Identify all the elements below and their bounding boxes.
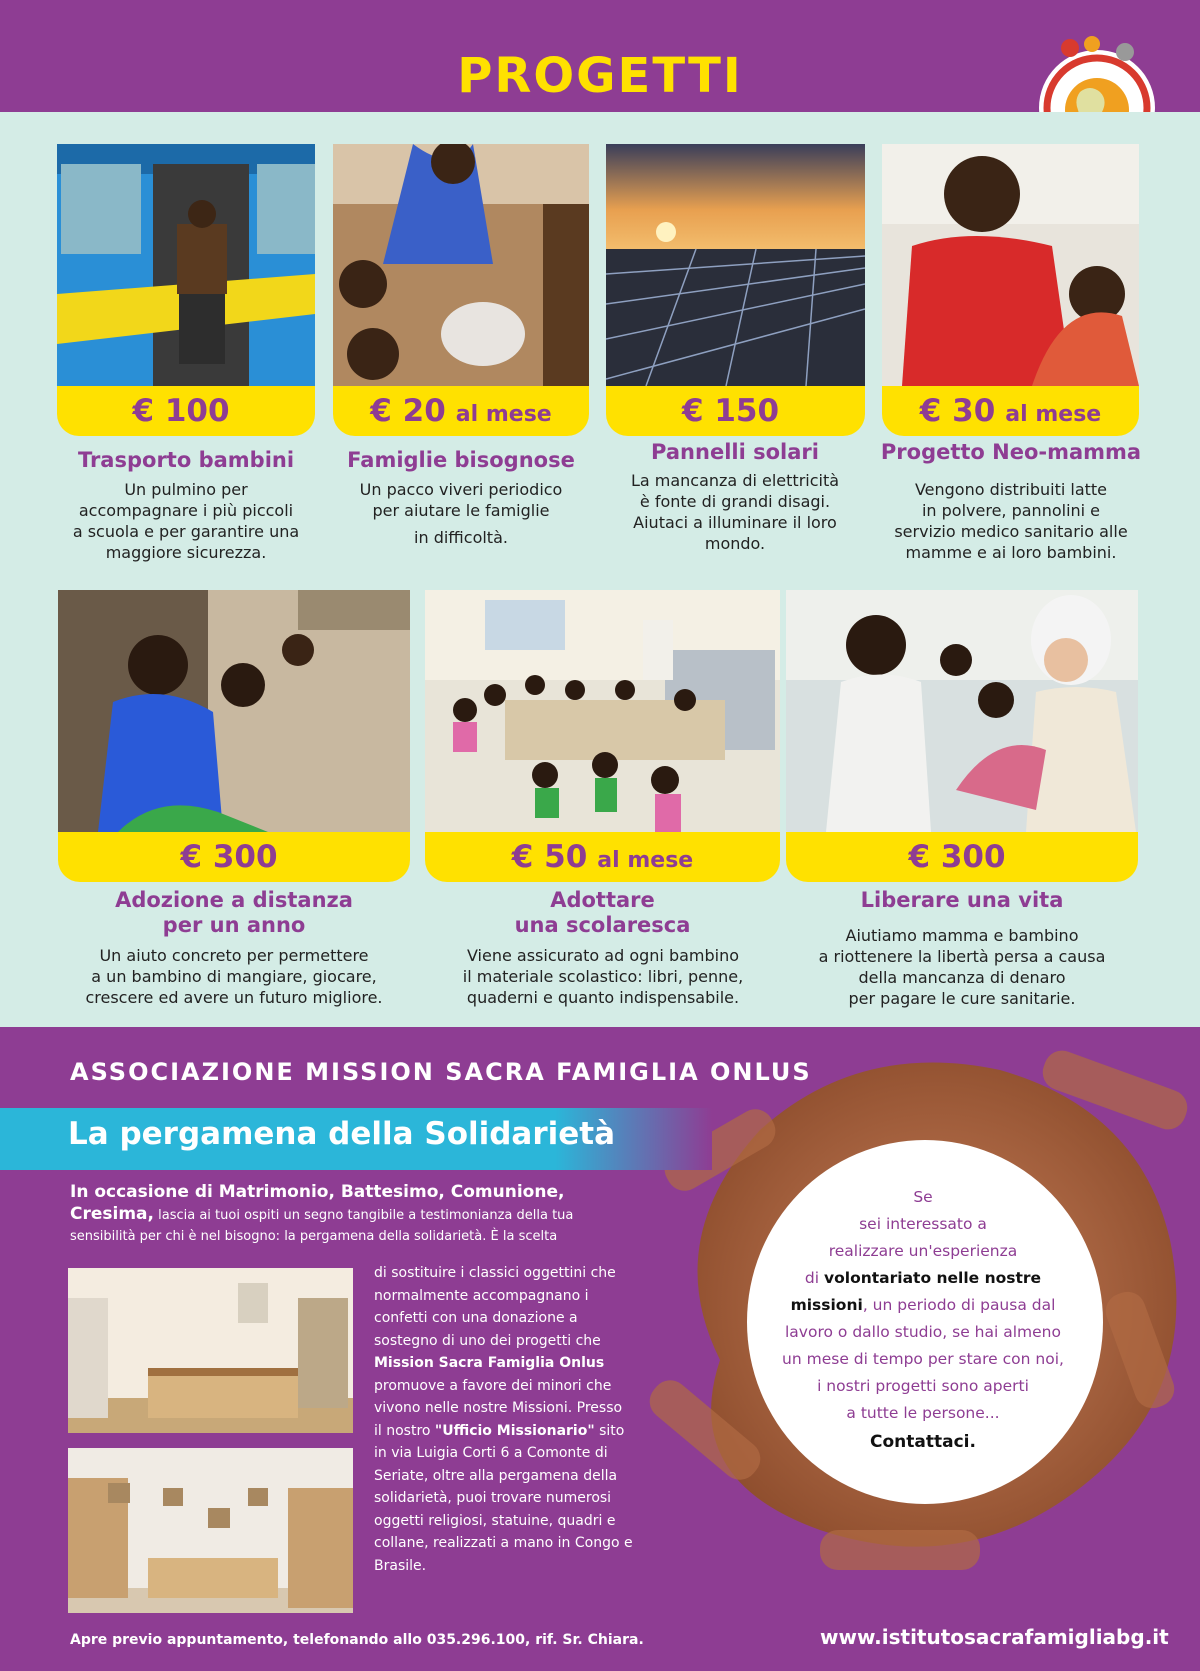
price-badge: € 300 (786, 832, 1138, 882)
photo-shop-shelves (68, 1448, 353, 1613)
project-title: Famiglie bisognose (347, 448, 575, 472)
project-title: Adottare una scolaresca (514, 888, 691, 937)
project-description: Viene assicurato ad ogni bambino il materiale scolastico: libri, penne, quaderni e quanto indispensabile. (462, 946, 744, 1007)
project-title: Adozione a distanza per un anno (115, 888, 353, 937)
project-description: Aiutiamo mamma e bambino a riottenere la libertà persa a causa della mancanza di denaro per pagare le cure sanitarie. (818, 926, 1106, 1008)
project-description: Un pacco viveri periodico per aiutare le famiglie in difficoltà. (359, 480, 563, 547)
page-title: PROGETTI (457, 48, 743, 104)
price-badge: € 150 (606, 386, 865, 436)
project-title: Progetto Neo-mamma (880, 440, 1142, 464)
project-title: Pannelli solari (651, 440, 819, 464)
price-badge: € 20 al mese (333, 386, 589, 436)
header (0, 0, 1200, 112)
website-link[interactable]: www.istitutosacrafamigliabg.it (820, 1625, 1169, 1649)
project-description: Un pulmino per accompagnare i più piccoli a scuola e per garantire una maggiore sicurezza. (72, 480, 300, 562)
photo-food-package (333, 144, 589, 386)
association-name: ASSOCIAZIONE MISSION SACRA FAMIGLIA ONLUS (70, 1058, 812, 1086)
pergamena-body: di sostituire i classici oggettini che normalmente accompagnano i confetti con una donazione a sostegno di uno dei progetti che Mission Sacra Famiglia Onlus promuove a favore dei minori che vivono nelle nostre Missioni. Presso il nostro "Ufficio Missionario" sito in via Luigia Corti 6 a Comonte di Seriate, oltre alla pergamena della solidarietà, puoi trovare numerosi oggetti religiosi, statuine, quadri e collane, realizzati a mano in Congo e Brasile. (374, 1265, 633, 1574)
photo-shop-counter (68, 1268, 353, 1433)
project-title: Liberare una vita (860, 888, 1064, 912)
appointment-info: Apre previo appuntamento, telefonando allo 035.296.100, rif. Sr. Chiara. (70, 1632, 644, 1648)
project-description: Un aiuto concreto per permettere a un bambino di mangiare, giocare, crescere ed avere un futuro migliore. (85, 946, 383, 1007)
price-badge: € 30 al mese (882, 386, 1139, 436)
photo-solar-panels (606, 144, 865, 386)
project-title: Trasporto bambini (77, 448, 295, 472)
photo-mother-baby (882, 144, 1139, 386)
pergamena-intro: In occasione di Matrimonio, Battesimo, Comunione, Cresima, lascia ai tuoi ospiti un segno tangibile a testimonianza della tua sensibilità per chi è nel bisogno: la pergamena della solidarietà. È la scelta (70, 1182, 574, 1244)
photo-children-sitting (58, 590, 410, 832)
contact-link[interactable]: Contattaci. (870, 1432, 976, 1452)
photo-bus-child (57, 144, 315, 386)
price-badge: € 100 (57, 386, 315, 436)
photo-nurses-baby (786, 590, 1138, 832)
photo-classroom (425, 590, 780, 832)
volunteer-text: Se sei interessato a realizzare un'esperienza di volontariato nelle nostre missioni, un periodo di pausa dal lavoro o dallo studio, se hai almeno un mese di tempo per stare con noi, i nostri progetti sono aperti a tutte le persone... (782, 1188, 1064, 1422)
project-description: La mancanza di elettricità è fonte di grandi disagi. Aiutaci a illuminare il loro mondo. (630, 471, 840, 553)
price-badge: € 50 al mese (425, 832, 780, 882)
pergamena-title: La pergamena della Solidarietà (68, 1116, 616, 1152)
price-badge: € 300 (58, 832, 410, 882)
project-description: Vengono distribuiti latte in polvere, pannolini e servizio medico sanitario alle mamme e ai loro bambini. (894, 480, 1128, 562)
